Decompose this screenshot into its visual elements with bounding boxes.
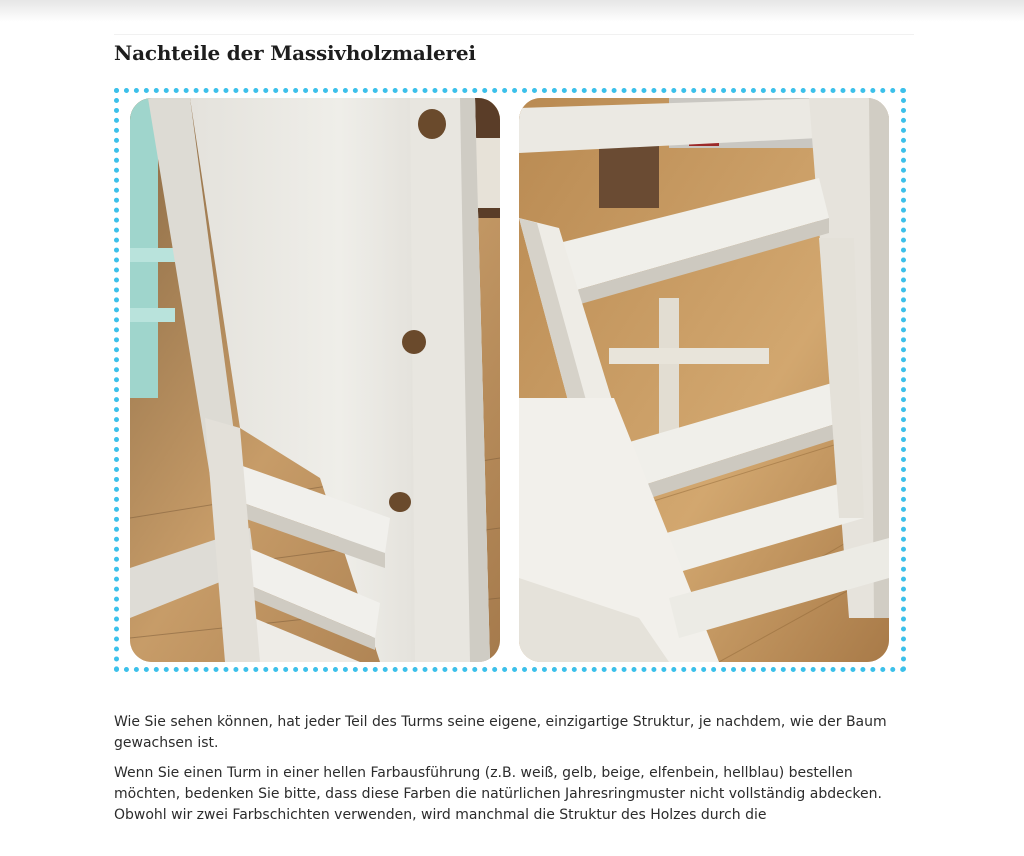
paragraph-2: Wenn Sie einen Turm in einer hellen Farbausführung (z.B. weiß, gelb, beige, elfenbein, hellblau) bestellen möchten, bedenken Sie bitte, dass diese Farben die natürlichen Jahresringmuster nicht vollständig abdecken. Obwohl wir zwei Farbschichten verwenden, wird manchmal die Struktur des Holzes durch die — [114, 765, 882, 823]
top-shadow — [0, 0, 1024, 22]
photo-illustration — [519, 98, 889, 662]
article-header — [114, 34, 914, 65]
tower-frame-photo[interactable] — [519, 98, 889, 662]
article-heading: Nachteile der Massivholzmalerei — [114, 41, 476, 65]
photo-illustration — [130, 98, 500, 662]
divider — [114, 34, 914, 35]
article-body — [114, 712, 904, 835]
photo-gallery — [114, 88, 906, 672]
tower-side-panel-photo[interactable] — [130, 98, 500, 662]
paragraph-1: Wie Sie sehen können, hat jeder Teil des Turms seine eigene, einzigartige Struktur, je nachdem, wie der Baum gewachsen ist. — [114, 714, 887, 751]
